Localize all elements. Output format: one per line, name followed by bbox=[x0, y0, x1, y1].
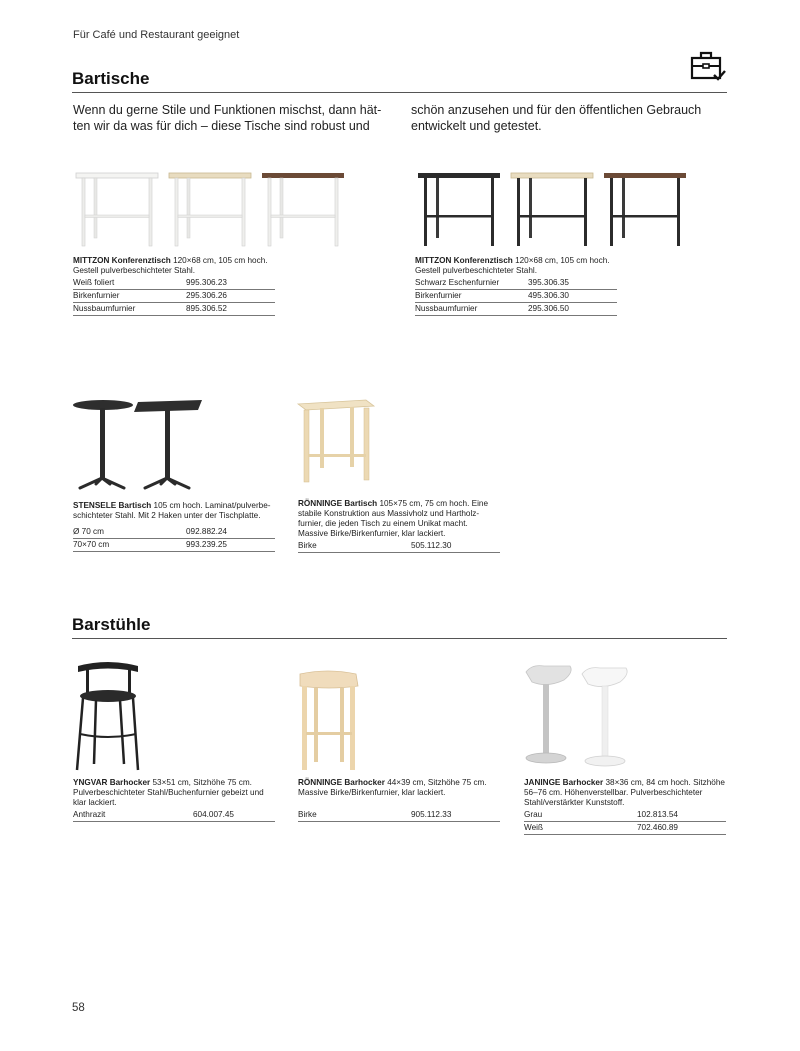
variant-label: Nussbaumfurnier bbox=[415, 304, 478, 313]
section-title-barstuehle: Barstühle bbox=[72, 615, 151, 634]
variant-row bbox=[298, 809, 500, 822]
variant-label: Weiß foliert bbox=[73, 278, 115, 287]
variant-label: Ø 70 cm bbox=[73, 527, 104, 536]
variant-row bbox=[73, 277, 275, 290]
intro-right-line: schön anzusehen und für den öffentlichen Gebrauch bbox=[411, 103, 702, 117]
article-number: 505.112.30 bbox=[411, 541, 452, 550]
product-description bbox=[415, 256, 625, 276]
product-desc-line: Stahl/verstärkter Kunststoff. bbox=[524, 798, 625, 807]
variant-row bbox=[73, 809, 275, 822]
product-description bbox=[73, 256, 283, 276]
product-description bbox=[298, 499, 503, 539]
variant-label: Weiß bbox=[524, 823, 543, 832]
section-title-bartische: Bartische bbox=[72, 69, 150, 88]
product-desc-line: 38×36 cm, 84 cm hoch. Sitzhöhe bbox=[605, 778, 725, 787]
janinge-white-stool bbox=[582, 668, 627, 766]
yngvar-stool-image bbox=[72, 656, 152, 776]
janinge-grey-stool bbox=[526, 666, 571, 763]
product-description bbox=[73, 501, 278, 521]
article-number: 895.306.52 bbox=[186, 304, 227, 313]
product-name: YNGVAR Barhocker bbox=[73, 778, 151, 787]
section-rule bbox=[72, 92, 727, 93]
product-desc-line: Pulverbeschichteter Stahl/Buchenfurnier gebeizt und bbox=[73, 788, 264, 797]
variant-label: Birke bbox=[298, 541, 317, 550]
product-desc-line: stabile Konstruktion aus Massivholz und Hartholz- bbox=[298, 509, 480, 518]
variant-label: Anthrazit bbox=[73, 810, 106, 819]
product-desc-line: 105×75 cm, 75 cm hoch. Eine bbox=[379, 499, 489, 508]
article-number: 092.882.24 bbox=[186, 527, 227, 536]
product-desc-line: furnier, die jeden Tisch zu einem Unikat macht. bbox=[298, 519, 468, 528]
variant-row bbox=[73, 526, 275, 539]
variant-label: 70×70 cm bbox=[73, 540, 110, 549]
product-desc-line: 105 cm hoch. Laminat/pulverbe- bbox=[153, 501, 271, 510]
article-number: 905.112.33 bbox=[411, 810, 452, 819]
product-description bbox=[298, 778, 508, 798]
variant-label: Birke bbox=[298, 810, 317, 819]
article-number: 295.306.50 bbox=[528, 304, 569, 313]
article-number: 102.813.54 bbox=[637, 810, 678, 819]
product-name: RÖNNINGE Bartisch bbox=[298, 499, 378, 508]
article-number: 993.239.25 bbox=[186, 540, 227, 549]
variant-label: Birkenfurnier bbox=[415, 291, 462, 300]
category-label: Für Café und Restaurant geeignet bbox=[73, 29, 240, 41]
product-desc-line: Massive Birke/Birkenfurnier, klar lackiert. bbox=[298, 529, 446, 538]
ronninge-table-image bbox=[296, 396, 376, 486]
product-description bbox=[524, 778, 734, 808]
variant-table bbox=[73, 526, 275, 552]
product-desc-line: 56–76 cm. Höhenverstellbar. Pulverbeschichteter bbox=[524, 788, 703, 797]
variant-label: Grau bbox=[524, 810, 543, 819]
variant-row bbox=[415, 303, 617, 316]
variant-table bbox=[298, 540, 500, 553]
mittzon-walnut-black-table bbox=[604, 173, 686, 246]
intro-right-line: entwickelt und getestet. bbox=[411, 119, 542, 133]
article-number: 395.306.35 bbox=[528, 278, 569, 287]
variant-row bbox=[73, 290, 275, 303]
variant-row bbox=[415, 290, 617, 303]
mittzon-light-tables-image bbox=[72, 170, 352, 250]
variant-table bbox=[524, 809, 726, 835]
variant-table bbox=[298, 809, 500, 822]
variant-row bbox=[524, 822, 726, 835]
mittzon-black-table bbox=[418, 173, 500, 246]
product-name: STENSELE Bartisch bbox=[73, 501, 152, 510]
variant-label: Birkenfurnier bbox=[73, 291, 120, 300]
stensele-round-table bbox=[73, 400, 133, 488]
article-number: 495.306.30 bbox=[528, 291, 569, 300]
product-name: RÖNNINGE Barhocker bbox=[298, 778, 385, 787]
product-desc-line: 44×39 cm, Sitzhöhe 75 cm. bbox=[387, 778, 487, 787]
product-desc-line: Gestell pulverbeschichteter Stahl. bbox=[415, 266, 537, 275]
section-rule bbox=[72, 638, 727, 639]
stensele-square-table bbox=[134, 400, 202, 488]
product-description bbox=[73, 778, 283, 808]
mittzon-white-table bbox=[76, 173, 158, 246]
product-desc-line: Gestell pulverbeschichteter Stahl. bbox=[73, 266, 195, 275]
product-desc-line: 120×68 cm, 105 cm hoch. bbox=[173, 256, 268, 265]
variant-row bbox=[524, 809, 726, 822]
intro-left bbox=[73, 102, 393, 134]
janinge-stools-image bbox=[522, 662, 632, 772]
variant-table bbox=[73, 277, 275, 316]
product-desc-line: 120×68 cm, 105 cm hoch. bbox=[515, 256, 610, 265]
variant-label: Schwarz Eschenfurnier bbox=[415, 278, 500, 287]
mittzon-birch-black-table bbox=[511, 173, 593, 246]
product-desc-line: klar lackiert. bbox=[73, 798, 117, 807]
article-number: 995.306.23 bbox=[186, 278, 227, 287]
variant-table bbox=[73, 809, 275, 822]
product-desc-line: schichteter Stahl. Mit 2 Haken unter der Tischplatte. bbox=[73, 511, 261, 520]
product-name: MITTZON Konferenztisch bbox=[73, 256, 171, 265]
article-number: 604.007.45 bbox=[193, 810, 234, 819]
page-number: 58 bbox=[72, 1002, 85, 1014]
product-desc-line: 53×51 cm, Sitzhöhe 75 cm. bbox=[152, 778, 252, 787]
intro-right bbox=[411, 102, 731, 134]
article-number: 702.460.89 bbox=[637, 823, 678, 832]
mittzon-birch-table bbox=[169, 173, 251, 246]
intro-left-line: Wenn du gerne Stile und Funktionen mischst, dann hät- bbox=[73, 103, 382, 117]
variant-label: Nussbaumfurnier bbox=[73, 304, 136, 313]
product-desc-line: Massive Birke/Birkenfurnier, klar lackiert. bbox=[298, 788, 446, 797]
ronninge-stool-image bbox=[296, 668, 366, 773]
product-name: JANINGE Barhocker bbox=[524, 778, 604, 787]
product-name: MITTZON Konferenztisch bbox=[415, 256, 513, 265]
mittzon-walnut-table bbox=[262, 173, 344, 246]
variant-table bbox=[415, 277, 617, 316]
article-number: 295.306.26 bbox=[186, 291, 227, 300]
briefcase-check-icon bbox=[690, 50, 726, 82]
stensele-tables-image bbox=[72, 398, 222, 493]
variant-row bbox=[73, 539, 275, 552]
mittzon-dark-tables-image bbox=[414, 170, 694, 250]
variant-row bbox=[73, 303, 275, 316]
intro-left-line: ten wir da was für dich – diese Tische sind robust und bbox=[73, 119, 370, 133]
variant-row bbox=[415, 277, 617, 290]
variant-row bbox=[298, 540, 500, 553]
